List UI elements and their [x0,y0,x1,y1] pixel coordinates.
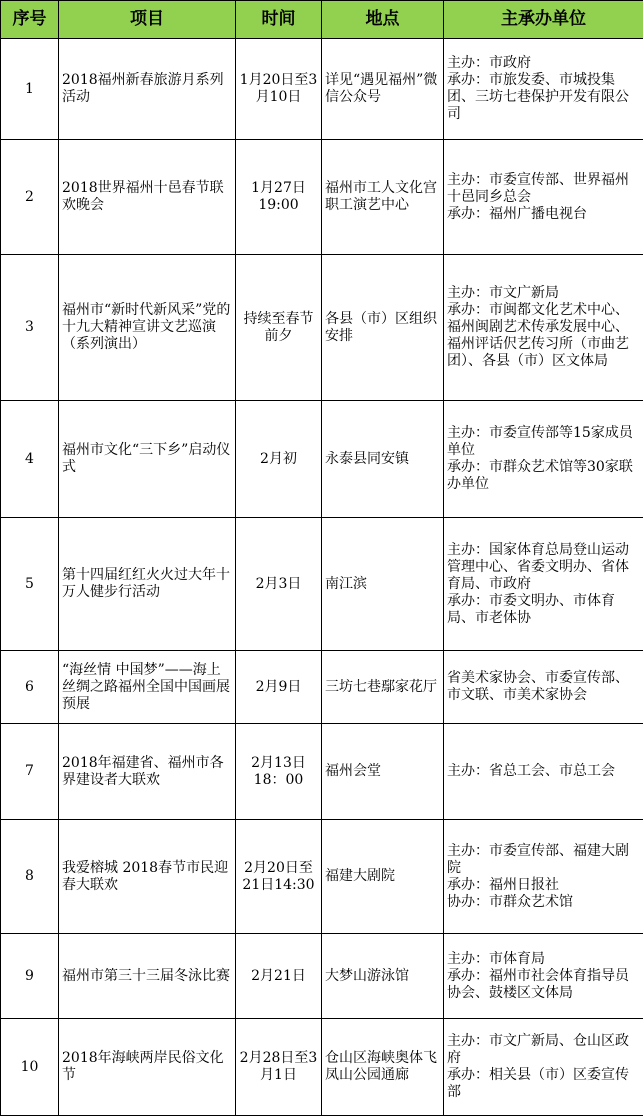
row-no: 4 [1,401,59,518]
row-project: 福州市“新时代新风采”党的十九大精神宣讲文艺巡演（系列演出） [59,255,236,401]
table-row [1,724,643,820]
organizer-line: 承办：市委文明办、市体育局、市老体协 [447,592,615,626]
organizer-line: 主办：市委宣传部等15家成员单位 [447,425,633,458]
organizer-line: 承办：福州市社会体育指导员协会、鼓楼区文体局 [447,967,629,1001]
row-place: 福州市工人文化宫职工演艺中心 [322,140,444,255]
row-organizer [444,820,643,934]
row-project: 福州市文化“三下乡”启动仪式 [59,401,236,518]
organizer-line: 主办：市委宣传部、福建大剧院 [447,842,629,876]
row-organizer [444,651,643,724]
row-organizer [444,518,643,651]
row-project: 2018福州新春旅游月系列活动 [59,39,236,140]
row-no: 8 [1,820,59,934]
organizer-line: 主办：市文广新局 [447,285,559,301]
row-organizer [444,255,643,401]
table-row [1,518,643,651]
table-row [1,820,643,934]
table-row [1,401,643,518]
row-time: 2月21日 [236,934,322,1019]
row-organizer [444,39,643,140]
row-project: “海丝情 中国梦”——海上丝绸之路福州全国中国画展预展 [59,651,236,724]
organizer-line: 主办：省总工会、市总工会 [447,763,615,779]
row-place: 永泰县同安镇 [322,401,444,518]
row-time: 2月13日 18：00 [236,724,322,820]
organizer-line: 主办：市体育局 [447,950,545,967]
row-no: 6 [1,651,59,724]
row-time: 2月9日 [236,651,322,724]
row-place: 仓山区海峡奥体飞凤山公园通廊 [322,1019,444,1116]
row-place: 福州会堂 [322,724,444,820]
organizer-line: 主办：市政府 [447,55,531,71]
row-time: 2月28日至3月1日 [236,1019,322,1116]
row-project: 2018世界福州十邑春节联欢晚会 [59,140,236,255]
row-no: 5 [1,518,59,651]
row-place: 三坊七巷鄢家花厅 [322,651,444,724]
table-row [1,651,643,724]
row-place: 福建大剧院 [322,820,444,934]
row-time: 2月3日 [236,518,322,651]
row-organizer [444,724,643,820]
row-project: 2018年海峡两岸民俗文化节 [59,1019,236,1116]
table-row [1,39,643,140]
header-project: 项目 [59,1,236,39]
row-no: 3 [1,255,59,401]
row-place: 各县（市）区组织安排 [322,255,444,401]
table-row [1,934,643,1019]
organizer-line: 省美术家协会、市委宣传部、市文联、市美术家协会 [447,670,629,703]
row-time: 1月20日至3月10日 [236,39,322,140]
row-time: 持续至春节前夕 [236,255,322,401]
row-organizer [444,401,643,518]
organizer-line: 承办：相关县（市）区委宣传部 [447,1067,629,1100]
row-no: 1 [1,39,59,140]
organizer-line: 主办：市委宣传部、世界福州十邑同乡总会 [447,171,629,205]
row-organizer [444,934,643,1019]
row-project: 2018年福建省、福州市各界建设者大联欢 [59,724,236,820]
row-place: 详见“遇见福州”微信公众号 [322,39,444,140]
row-project: 我爱榕城 2018春节市民迎春大联欢 [59,820,236,934]
row-project: 福州市第三十三届冬泳比赛 [59,934,236,1019]
header-no: 序号 [1,1,59,39]
table-row [1,140,643,255]
organizer-line: 承办：市群众艺术馆等30家联办单位 [447,459,633,492]
row-no: 7 [1,724,59,820]
row-time: 2月20日至21日14:30 [236,820,322,934]
organizer-line: 主办：市文广新局、仓山区政府 [447,1033,629,1066]
row-place: 大梦山游泳馆 [322,934,444,1019]
table-header-row [1,1,643,39]
row-place: 南江滨 [322,518,444,651]
row-project: 第十四届红红火火过大年十万人健步行活动 [59,518,236,651]
organizer-line: 主办：国家体育总局登山运动管理中心、省委文明办、省体育局、市政府 [447,541,629,592]
row-organizer [444,140,643,255]
organizer-line: 协办：市群众艺术馆 [447,893,573,910]
row-no: 2 [1,140,59,255]
header-place: 地点 [322,1,444,39]
header-time: 时间 [236,1,322,39]
header-organizer: 主承办单位 [444,1,643,39]
row-no: 9 [1,934,59,1019]
row-time: 1月27日 19:00 [236,140,322,255]
table-row [1,1019,643,1116]
row-no: 10 [1,1019,59,1116]
organizer-line: 承办：市旅发委、市城投集团、三坊七巷保护开发有限公司 [447,72,629,122]
organizer-line: 承办：福州广播电视台 [447,205,587,222]
organizer-line: 承办：福州日报社 [447,876,559,893]
table-row [1,255,643,401]
row-organizer [444,1019,643,1116]
row-time: 2月初 [236,401,322,518]
organizer-line: 承办：市闽都文化艺术中心、福州闽剧艺术传承发展中心、福州评话伬艺传习所（市曲艺团）、各县（市）区文体局 [447,302,629,369]
